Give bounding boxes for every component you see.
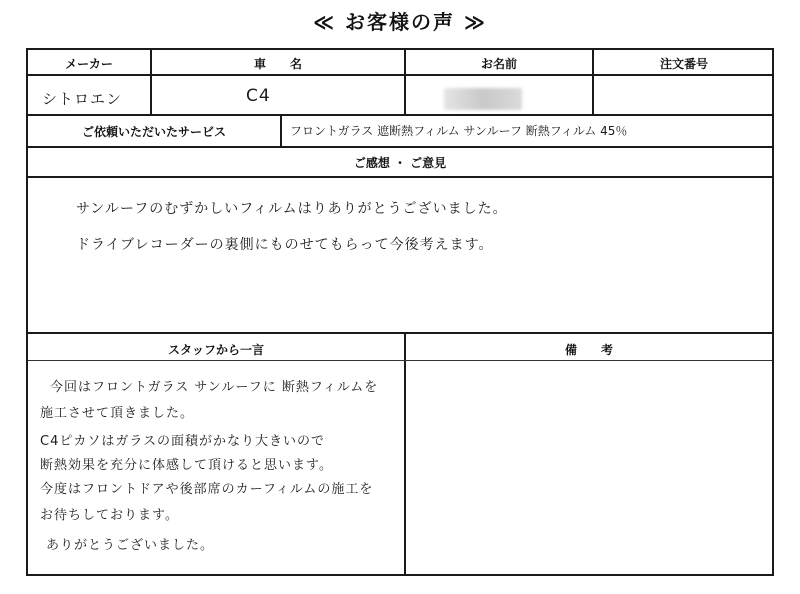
staff-comment-line: お待ちしております。 <box>40 508 179 523</box>
row-divider <box>28 360 772 361</box>
staff-comment-line: C4ピカソはガラスの面積がかなり大きいので <box>40 434 325 449</box>
service-header: ご依頼いただいたサービス <box>81 125 226 139</box>
row-divider <box>28 176 772 178</box>
row-divider <box>28 332 772 334</box>
row-divider <box>28 146 772 148</box>
name-redaction <box>444 88 522 110</box>
impressions-line: ドライブレコーダーの裏側にものせてもらって今後考えます。 <box>76 237 494 253</box>
maker-header: メーカー <box>65 57 113 71</box>
col-divider <box>404 332 406 576</box>
maker-value: シトロエン <box>42 90 123 108</box>
staff-comment-line: ありがとうございました。 <box>46 538 215 553</box>
impressions-header: ご感想 ・ ご意見 <box>353 156 447 170</box>
remarks-header: 備 考 <box>564 343 613 357</box>
row-divider <box>28 114 772 116</box>
page-title: ≪ お客様の声 ≫ <box>313 10 487 34</box>
name-header: お名前 <box>480 57 517 71</box>
staff-header: スタッフから一言 <box>167 343 264 357</box>
staff-comment-line: 今度はフロントドアや後部席のカーフィルムの施工を <box>40 482 374 497</box>
staff-comment-line: 今回はフロントガラス サンルーフに 断熱フィルムを <box>50 380 379 395</box>
row-divider <box>28 74 772 76</box>
order-header: 注文番号 <box>659 57 708 71</box>
col-divider <box>280 114 282 146</box>
service-value: フロントガラス 遮断熱フィルム サンルーフ 断熱フィルム 45％ <box>290 124 628 138</box>
customer-voice-form <box>26 48 774 576</box>
impressions-line: サンルーフのむずかしいフィルムはりありがとうございました。 <box>76 201 508 217</box>
car-header: 車 名 <box>253 57 302 71</box>
car-value: C4 <box>246 86 271 106</box>
staff-comment-line: 断熱効果を充分に体感して頂けると思います。 <box>40 458 333 473</box>
staff-comment-line: 施工させて頂きました。 <box>40 406 195 421</box>
